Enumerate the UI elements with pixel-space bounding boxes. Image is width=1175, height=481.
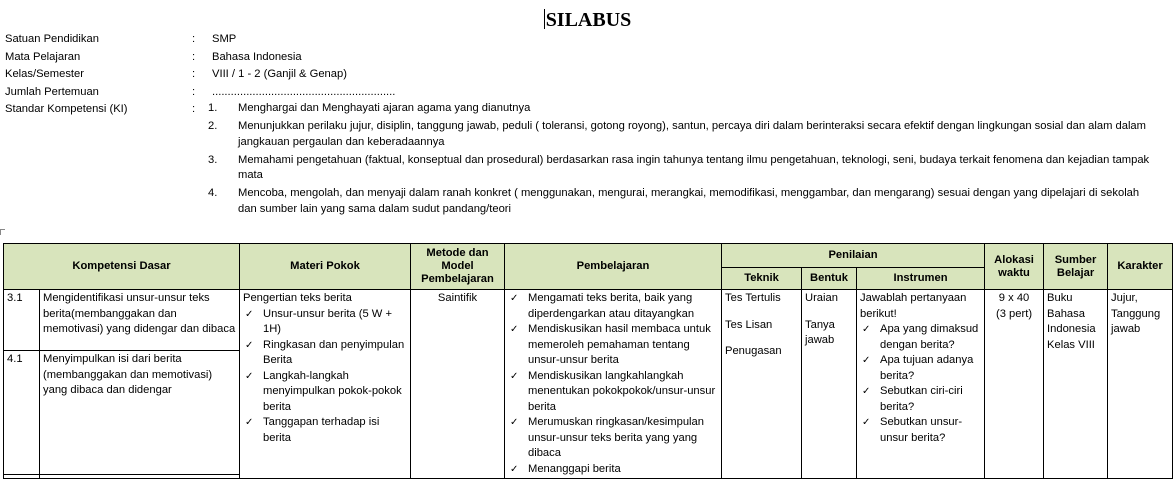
- meta-colon: :: [192, 50, 196, 63]
- header-sumber: Sumber Belajar: [1044, 244, 1108, 290]
- meta-key: Mata Pelajaran: [5, 50, 81, 63]
- instrumen-item: ✓ Sebutkan ciri-ciri berita?: [860, 384, 981, 415]
- materi-list: [243, 307, 407, 447]
- pembelajaran-item: ✓ Merumuskan ringkasan/kesimpulan unsur-unsur teks berita yang yang dibaca: [508, 415, 718, 462]
- header-penilaian: Penilaian: [722, 244, 985, 268]
- ki-number: 4.: [208, 187, 218, 199]
- pembelajaran-cell: [505, 290, 722, 479]
- header-materi-pokok: Materi Pokok: [240, 244, 411, 290]
- header-teknik: Teknik: [722, 268, 802, 290]
- meta-value: SMP: [212, 33, 237, 45]
- bentuk-item: Uraian: [805, 292, 838, 304]
- instrumen-item: ✓ Sebutkan unsur-unsur berita?: [860, 415, 981, 446]
- alokasi-line: (3 pert): [996, 307, 1033, 320]
- kd-number: [4, 475, 40, 479]
- meta-value: VIII / 1 - 2 (Ganjil & Genap): [212, 68, 347, 80]
- kd-text: [40, 475, 240, 479]
- header-instrumen: Instrumen: [857, 268, 985, 290]
- instrumen-item: ✓ Apa yang dimaksud dengan berita?: [860, 322, 981, 353]
- meta-row-kelas: [5, 67, 1170, 85]
- materi-item: ✓ Ringkasan dan penyimpulan Berita: [243, 338, 407, 369]
- teknik-cell: [722, 290, 802, 479]
- ki-list: [208, 101, 1158, 220]
- header-bentuk: Bentuk: [802, 268, 857, 290]
- meta-row-satuan: [5, 32, 1170, 50]
- header-alokasi: Alokasi waktu: [985, 244, 1044, 290]
- meta-row-pertemuan: [5, 85, 1170, 103]
- metode-cell: Saintifik: [411, 290, 505, 479]
- meta-value: ...........................................................: [212, 85, 396, 98]
- kd-number: 3.1: [4, 290, 40, 351]
- document-title: SILABUS: [545, 9, 632, 31]
- meta-key: Jumlah Pertemuan: [5, 85, 99, 98]
- kd-text: Mengidentifikasi unsur-unsur teks berita(membanggakan dan memotivasi) yang didengar dan dibaca: [40, 290, 240, 351]
- teknik-item: Tes Lisan: [725, 318, 773, 331]
- meta-key: Satuan Pendidikan: [5, 33, 99, 45]
- pembelajaran-item: ✓ Mendiskusikan hasil membaca untuk memeroleh pemahaman tentang unsur-unsur berita: [508, 322, 718, 369]
- materi-cell: [240, 290, 411, 479]
- alokasi-cell: [985, 290, 1044, 479]
- kd-text: Menyimpulkan isi dari berita (membanggakan dan memotivasi) yang dibaca dan didengar: [40, 351, 240, 475]
- ki-number: 2.: [208, 120, 218, 132]
- materi-title: Pengertian teks berita: [243, 292, 352, 304]
- text-cursor: [544, 9, 545, 29]
- pembelajaran-list: [508, 291, 718, 477]
- ki-item: [208, 186, 1158, 217]
- silabus-table: [3, 243, 1173, 479]
- ki-text: Mencoba, mengolah, dan menyaji dalam ranah konkret ( menggunakan, mengurai, merangkai, memodifikasi, menggambar, dan mengarang) sesuai dengan yang dipelajari di sekolah dan sumber lain yang sama dalam sudut pandang/teori: [238, 187, 1140, 215]
- ki-item: [208, 101, 1158, 117]
- instrumen-cell: [857, 290, 985, 479]
- sumber-cell: Buku Bahasa Indonesia Kelas VIII: [1044, 290, 1108, 479]
- header-metode: Metode dan Model Pembelajaran: [411, 244, 505, 290]
- alokasi-line: 9 x 40: [998, 292, 1030, 304]
- bentuk-cell: [802, 290, 857, 479]
- meta-key: Standar Kompetensi (KI): [5, 103, 128, 115]
- materi-item: ✓ Unsur-unsur berita (5 W + 1H): [243, 307, 407, 338]
- instrumen-list: [860, 322, 981, 446]
- header-pembelajaran: Pembelajaran: [505, 244, 722, 290]
- bentuk-item: Tanya jawab: [805, 318, 835, 346]
- ki-number: 3.: [208, 153, 218, 166]
- materi-item: ✓ Langkah-langkah menyimpulkan pokok-pokok berita: [243, 369, 407, 416]
- table-row: [4, 290, 1173, 351]
- meta-colon: :: [192, 33, 196, 45]
- pembelajaran-item: ✓ Mengamati teks berita, baik yang diperdengarkan atau ditayangkan: [508, 291, 718, 322]
- meta-row-mapel: [5, 50, 1170, 68]
- ki-item: [208, 153, 1158, 184]
- header-kompetensi-dasar: Kompetensi Dasar: [4, 244, 240, 290]
- ki-text: Menghargai dan Menghayati ajaran agama yang dianutnya: [238, 102, 531, 114]
- meta-value: Bahasa Indonesia: [212, 50, 302, 63]
- meta-colon: :: [192, 85, 196, 98]
- ki-item: [208, 119, 1158, 150]
- pembelajaran-item: ✓ Mendiskusikan langkahlangkah menentukan pokokpokok/unsur-unsur berita: [508, 369, 718, 416]
- teknik-item: Penugasan: [725, 345, 782, 357]
- kd-number: 4.1: [4, 351, 40, 475]
- meta-colon: :: [192, 103, 196, 115]
- header-karakter: Karakter: [1108, 244, 1173, 290]
- ki-number: 1.: [208, 102, 218, 114]
- karakter-cell: Jujur, Tanggung jawab: [1108, 290, 1173, 479]
- instrumen-item: ✓ Apa tujuan adanya berita?: [860, 353, 981, 384]
- meta-colon: :: [192, 68, 196, 80]
- ki-text: Memahami pengetahuan (faktual, konseptual dan prosedural) berdasarkan rasa ingin tahunya tentang ilmu pengetahuan, teknologi, seni, budaya terkait fenomena dan kejadian tampak mata: [238, 153, 1150, 181]
- materi-item: ✓ Tanggapan terhadap isi berita: [243, 415, 407, 446]
- teknik-item: Tes Tertulis: [725, 292, 781, 304]
- instrumen-intro: Jawablah pertanyaan berikut!: [860, 292, 967, 320]
- meta-key: Kelas/Semester: [5, 68, 84, 80]
- table-anchor-icon: [0, 229, 5, 235]
- pembelajaran-item: ✓ Menanggapi berita: [508, 462, 718, 478]
- ki-text: Menunjukkan perilaku jujur, disiplin, tanggung jawab, peduli ( toleransi, gotong royong), santun, percaya diri dalam berinteraksi secara efektif dengan lingkungan sosial dan alam dalam jangkauan pergaulan dan keberadaannya: [238, 120, 1146, 148]
